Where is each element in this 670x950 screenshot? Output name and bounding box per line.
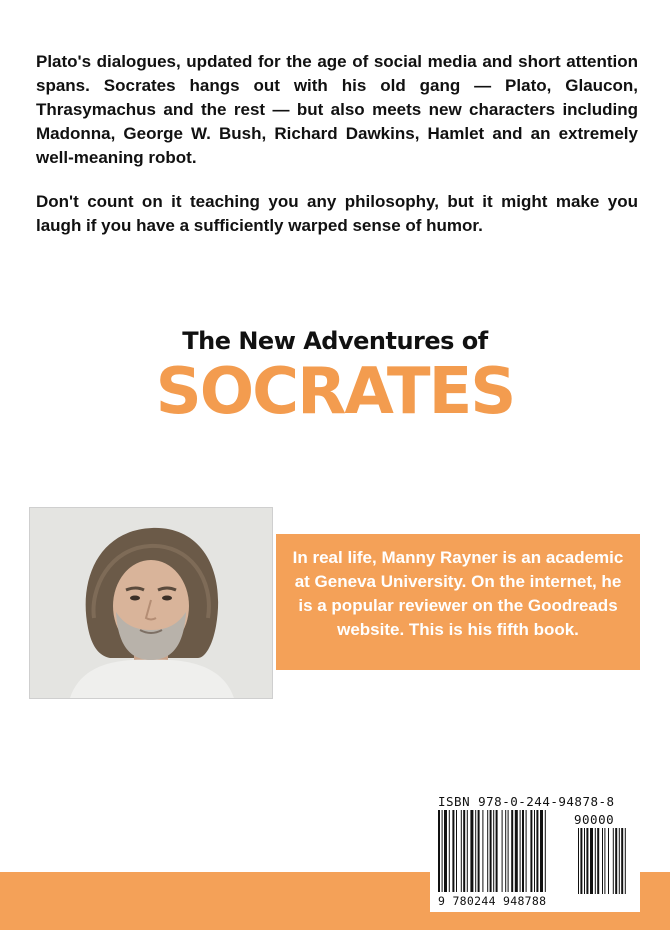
price-barcode-stripe (621, 828, 623, 894)
barcode-digits: 9 780244 948788 (438, 894, 598, 908)
blurb-paragraph-2: Don't count on it teaching you any philosophy, but it might make you laugh if you have a sufficiently warped sense of humor. (36, 192, 638, 235)
barcode-stripe (482, 810, 483, 892)
price-barcode-stripe (597, 828, 599, 894)
barcode-stripe (452, 810, 454, 892)
barcode-stripe (438, 810, 440, 892)
barcode-stripe (508, 810, 509, 892)
price-barcode-stripe (590, 828, 593, 894)
price-barcode-stripe (625, 828, 626, 894)
barcode-stripe (496, 810, 498, 892)
barcode-stripe (442, 810, 443, 892)
barcode-stripe (470, 810, 473, 892)
barcode-stripe (511, 810, 513, 892)
price-barcode-stripe (619, 828, 620, 894)
price-barcode-stripe (613, 828, 614, 894)
author-bio-box (276, 534, 640, 670)
barcode-stripe (540, 810, 543, 892)
barcode-stripe (463, 810, 465, 892)
barcode-stripe (461, 810, 462, 892)
blurb-paragraph-1: Plato's dialogues, updated for the age of social media and short attention spans. Socrates hangs out with his old gang — Plato, Glaucon, Thrasymachus and the rest — but also meets new characters including Madonna, George W. Bush, Richard Dawkins, Hamlet and an extremely well-meaning robot. (36, 52, 638, 167)
title-socrates: SOCRATES (155, 355, 515, 429)
barcode-box (430, 790, 640, 912)
barcode-stripe (505, 810, 506, 892)
isbn-text: ISBN 978-0-244-94878-8 (438, 794, 615, 809)
barcode-stripe (536, 810, 538, 892)
price-barcode-stripe (584, 828, 585, 894)
barcode-stripe (487, 810, 488, 892)
price-barcode-stripe (602, 828, 603, 894)
barcode-stripe (522, 810, 524, 892)
barcode-stripe (534, 810, 535, 892)
barcode-bars (438, 810, 638, 900)
price-barcode-stripe (580, 828, 582, 894)
barcode-stripe (526, 810, 527, 892)
price-barcode-stripe (608, 828, 609, 894)
barcode-stripe (515, 810, 518, 892)
barcode-stripe (490, 810, 492, 892)
barcode-stripe (456, 810, 457, 892)
barcode-stripe (478, 810, 480, 892)
title-line-1: The New Adventures of (182, 327, 488, 355)
price-barcode-stripe (615, 828, 617, 894)
author-photo (30, 508, 272, 698)
author-bio-text: In real life, Manny Rayner is an academic at Geneva University. On the internet, he is a popular reviewer on the Goodreads website. This is his fifth book. (292, 548, 624, 639)
price-barcode-stripe (604, 828, 605, 894)
barcode-stripe (475, 810, 476, 892)
barcode-stripe (502, 810, 503, 892)
barcode-stripe (545, 810, 546, 892)
author-portrait-illustration (30, 508, 272, 698)
price-barcode-stripe (586, 828, 588, 894)
barcode-stripe (520, 810, 521, 892)
barcode-stripe (493, 810, 494, 892)
barcode-stripe (449, 810, 450, 892)
price-code: 90000 (574, 812, 615, 827)
barcode-stripe (444, 810, 447, 892)
price-barcode-stripe (578, 828, 579, 894)
barcode-stripe (530, 810, 532, 892)
barcode-stripe (467, 810, 468, 892)
price-barcode-stripe (595, 828, 596, 894)
